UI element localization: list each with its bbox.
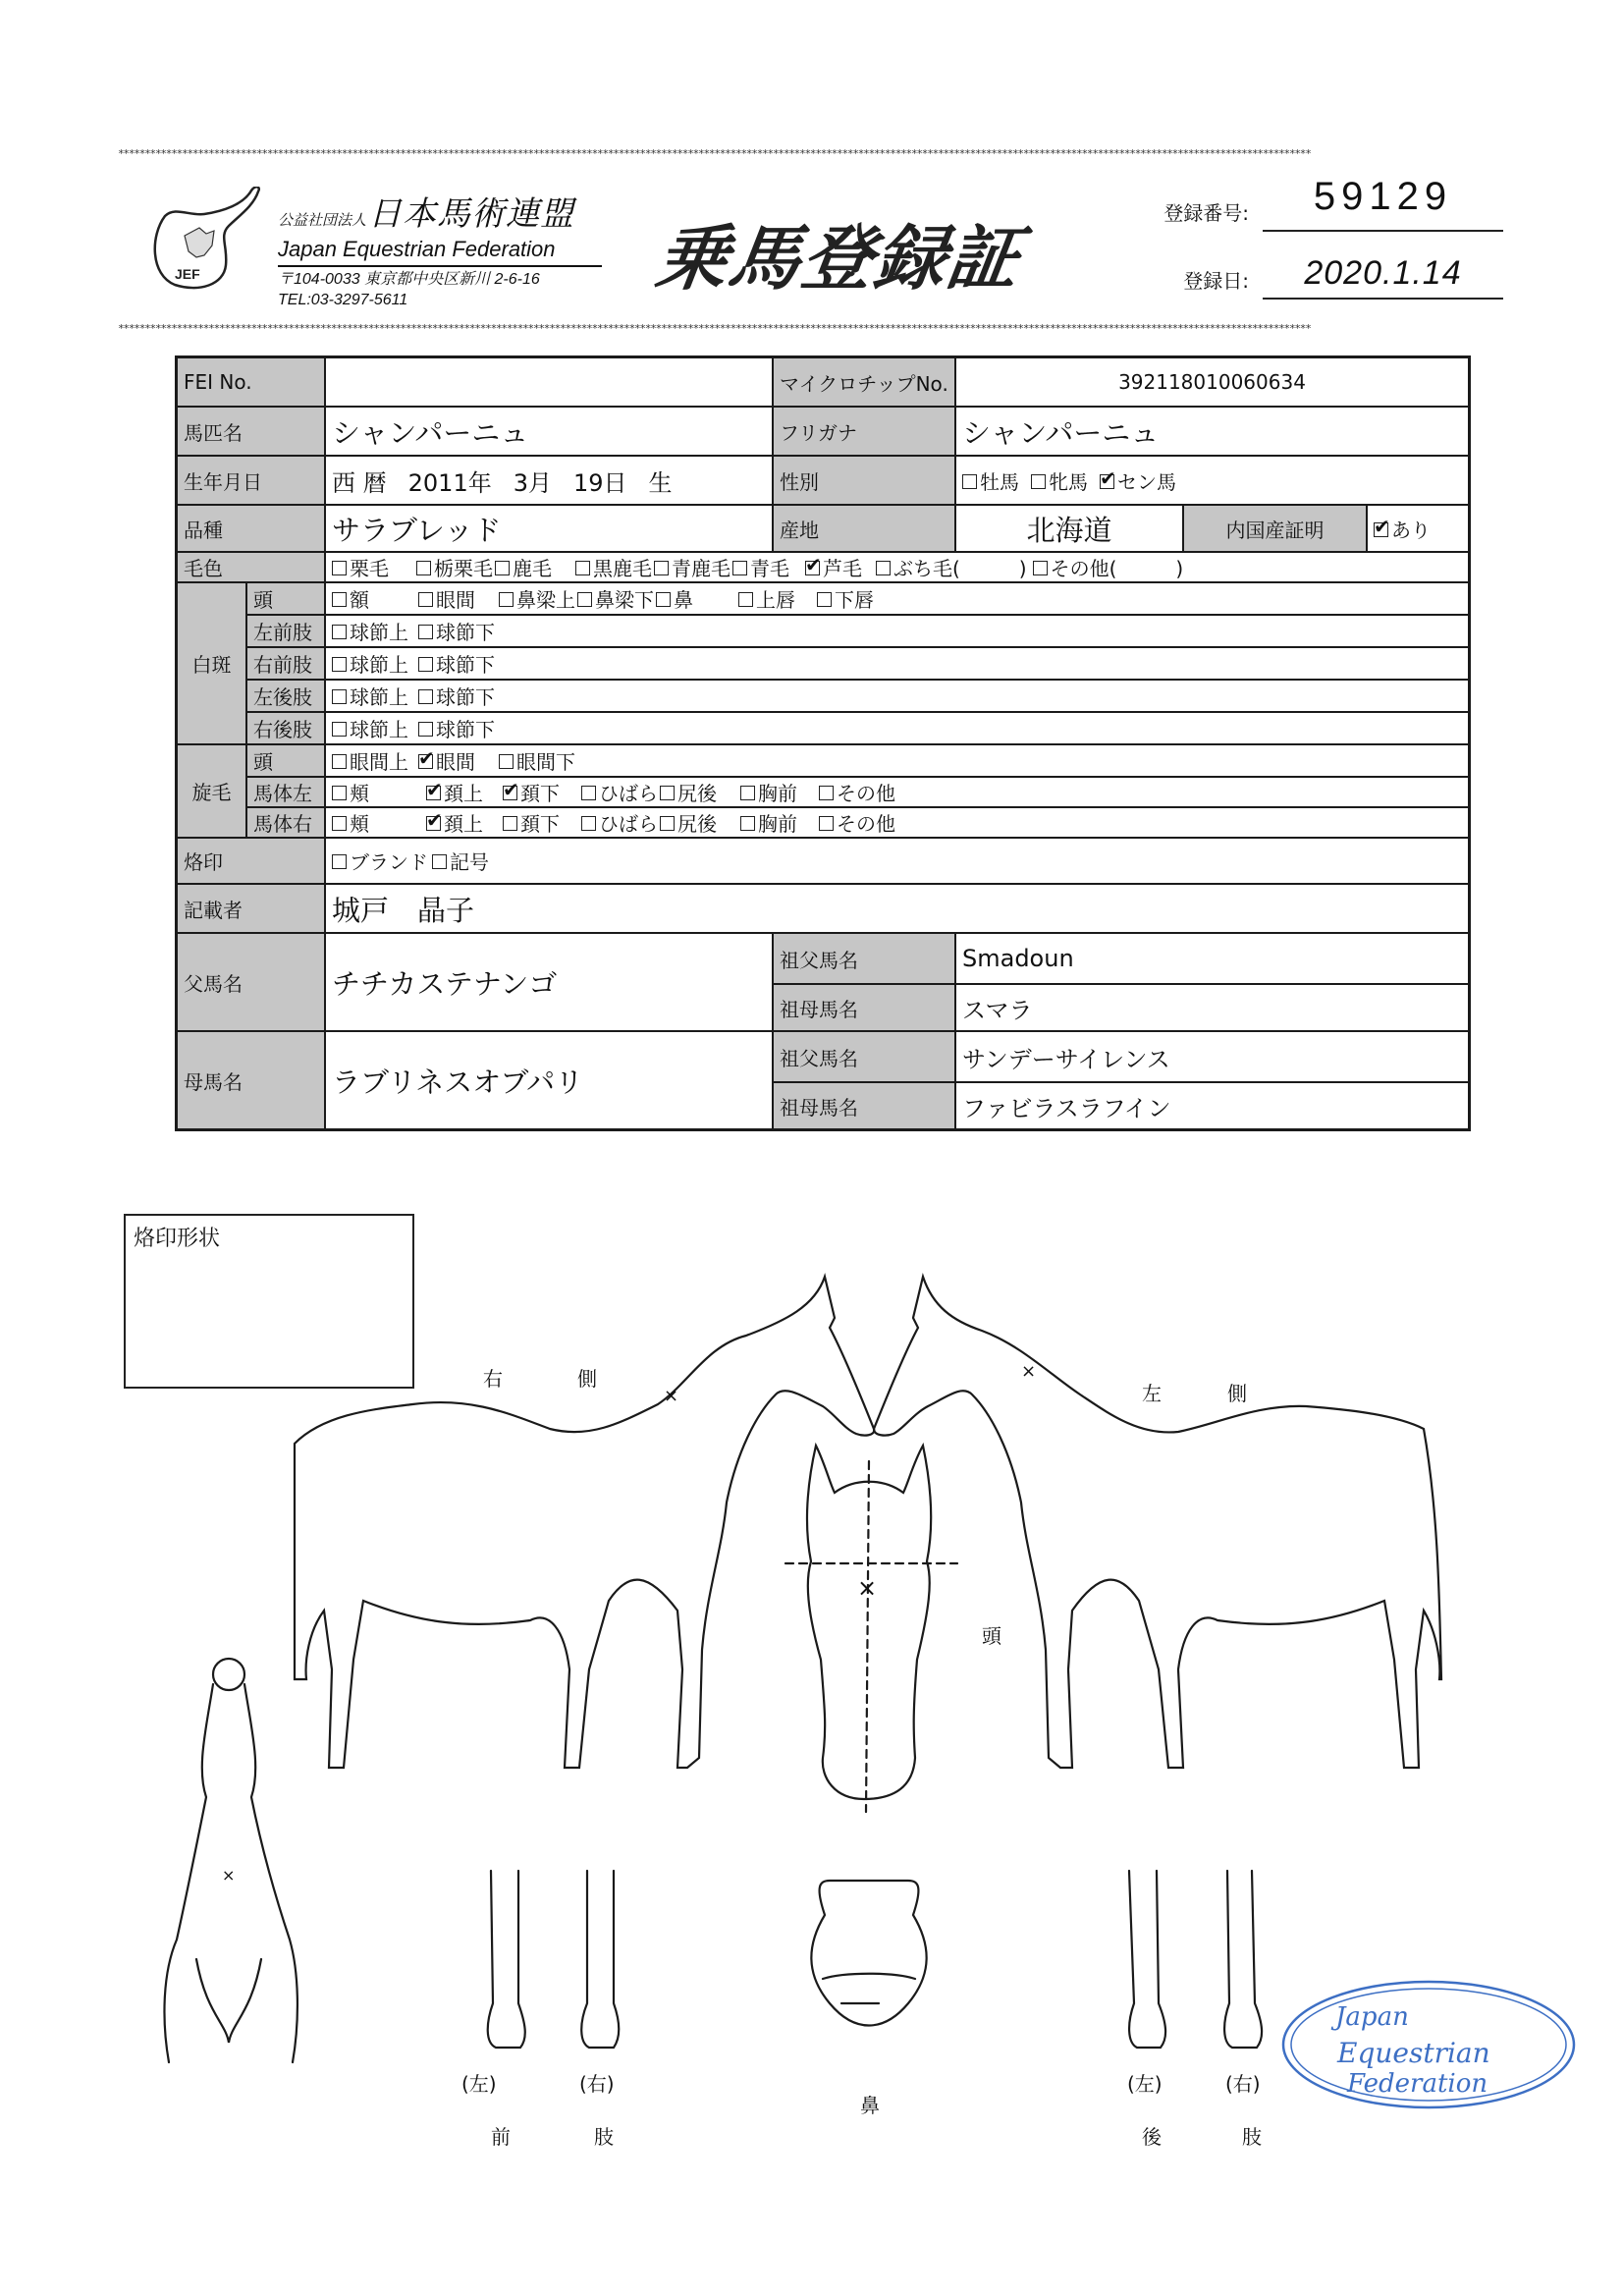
whorl-option[interactable]: 胸前 <box>740 808 797 837</box>
marking-option[interactable]: 球節上 <box>332 617 408 645</box>
brand-option[interactable]: ブランド <box>332 847 428 875</box>
marking-option[interactable]: 球節上 <box>332 649 408 678</box>
whorl-row-body-right: 馬体右 頬 ✔ 頚上 頚下 ひばら 尻後 胸前 その他 <box>245 806 1468 837</box>
svg-text:Federation: Federation <box>1347 2069 1488 2099</box>
coat-option[interactable]: 鹿毛 <box>495 553 552 581</box>
forelimbs-icon <box>488 1871 620 2048</box>
dam-value: ラブリネスオブパリ <box>324 1032 772 1128</box>
marking-option[interactable]: 球節下 <box>418 649 495 678</box>
birth-year: 2011年 <box>407 468 492 497</box>
whorl-option[interactable]: 頚下 <box>503 808 560 837</box>
brand-shape-label: 烙印形状 <box>134 1227 221 1251</box>
microchip-value: 392118010060634 <box>954 358 1468 406</box>
white-marking-row-left-hind: 左後肢 球節上 球節下 <box>245 679 1468 711</box>
birth-day: 19日 <box>573 468 627 497</box>
nose-label: 鼻 <box>860 2094 880 2117</box>
whorl-option[interactable]: その他 <box>819 778 895 806</box>
horse-nose-icon <box>811 1881 926 2026</box>
furigana-label: フリガナ <box>772 408 954 455</box>
svg-text:×: × <box>664 1386 679 1406</box>
forelimb-caption-2: 肢 <box>594 2125 614 2149</box>
whorl-option[interactable]: ひばら <box>581 778 658 806</box>
right-side-label-2: 側 <box>577 1367 597 1391</box>
hindlimb-caption-1: 後 <box>1142 2125 1162 2149</box>
forelimb-right-label: (右) <box>579 2072 615 2096</box>
breed-label: 品種 <box>178 506 324 551</box>
head-label: 頭 <box>982 1624 1001 1648</box>
svg-text:Equestrian: Equestrian <box>1337 2037 1490 2069</box>
sex-option-gelding[interactable]: ✔ セン馬 <box>1100 466 1176 495</box>
registration-date-value: 2020.1.14 <box>1263 250 1503 300</box>
marking-option[interactable]: 鼻梁下 <box>577 584 654 613</box>
sire-grandsire-label: 祖父馬名 <box>772 934 954 983</box>
whorl-option-checked[interactable]: ✔ 眼間 <box>418 746 475 775</box>
whorl-option-checked[interactable]: ✔ 頚上 <box>426 778 483 806</box>
white-marking-row-right-hind: 右後肢 球節上 球節下 <box>245 711 1468 743</box>
whorl-option[interactable]: ひばら <box>581 808 658 837</box>
registration-date-label: 登録日: <box>1183 269 1249 293</box>
sire-label: 父馬名 <box>178 934 324 1030</box>
separator-bottom: ******************************************************************************************************************************************************************************************************************************** <box>118 324 1311 334</box>
hindlimb-right-label: (右) <box>1225 2072 1261 2096</box>
marking-option[interactable]: 鼻 <box>656 584 693 613</box>
separator-top: ******************************************************************************************************************************************************************************************************************************** <box>118 149 1311 159</box>
svg-text:Japan: Japan <box>1335 2002 1409 2032</box>
dam-granddam-label: 祖母馬名 <box>772 1083 954 1128</box>
furigana-value: シャンパーニュ <box>954 408 1468 455</box>
microchip-label: マイクロチップNo. <box>772 358 954 406</box>
coat-option-gray[interactable]: ✔ 芦毛 <box>805 553 862 581</box>
org-name-en: Japan Equestrian Federation <box>278 237 556 261</box>
recorder-label: 記載者 <box>178 885 324 932</box>
org-type: 公益社団法人 <box>278 211 367 229</box>
whorl-option[interactable]: 頬 <box>332 778 369 806</box>
recorder-value: 城戸 晶子 <box>324 885 1468 932</box>
dam-grandsire-label: 祖父馬名 <box>772 1032 954 1081</box>
dam-grandsire-value: サンデーサイレンス <box>954 1032 1468 1081</box>
marking-option[interactable]: 球節上 <box>332 714 408 742</box>
marking-option[interactable]: 球節下 <box>418 617 495 645</box>
birth-suffix: 生 <box>648 468 673 497</box>
domestic-cert-option[interactable]: ✔ あり <box>1366 506 1468 551</box>
forelimb-left-label: (左) <box>461 2072 497 2096</box>
marking-option[interactable]: 球節下 <box>418 714 495 742</box>
whorl-option[interactable]: その他 <box>819 808 895 837</box>
coat-option[interactable]: その他( ) <box>1033 553 1184 581</box>
coat-option[interactable]: 栃栗毛 <box>416 553 493 581</box>
birth-label: 生年月日 <box>178 457 324 504</box>
origin-label: 産地 <box>772 506 954 551</box>
horse-head-front-icon <box>785 1446 957 1812</box>
dam-label: 母馬名 <box>178 1032 324 1128</box>
hindlimb-left-label: (左) <box>1127 2072 1163 2096</box>
white-marking-row-head: 頭 額 眼間 鼻梁上 鼻梁下 鼻 上唇 下唇 <box>245 583 1468 614</box>
marking-option[interactable]: 球節上 <box>332 682 408 710</box>
whorl-option-checked[interactable]: ✔ 頚上 <box>426 808 483 837</box>
jef-stamp-icon <box>1276 1976 1581 2113</box>
coat-option[interactable]: 青毛 <box>732 553 789 581</box>
dam-granddam-value: ファビラスラフイン <box>954 1083 1468 1128</box>
whorl-option[interactable]: 尻後 <box>660 778 717 806</box>
brand-label: 烙印 <box>178 839 324 883</box>
origin-value: 北海道 <box>954 506 1182 551</box>
white-marking-row-right-fore: 右前肢 球節上 球節下 <box>245 646 1468 679</box>
whorls-label: 旋毛 <box>178 745 245 837</box>
org-address: 〒104-0033 東京都中央区新川 2-6-16 <box>278 271 540 288</box>
whorl-option[interactable]: 胸前 <box>740 778 797 806</box>
marking-option[interactable]: 球節下 <box>418 682 495 710</box>
horse-left-side-icon <box>874 1277 1441 1768</box>
marking-option[interactable]: 鼻梁上 <box>499 584 575 613</box>
svg-text:JEF: JEF <box>175 266 200 282</box>
birth-era: 西 暦 <box>332 468 387 497</box>
registration-number-value: 59129 <box>1263 167 1503 232</box>
svg-text:×: × <box>1021 1361 1037 1382</box>
coat-option[interactable]: 黒鹿毛 <box>575 553 652 581</box>
coat-label: 毛色 <box>178 553 324 581</box>
marking-option[interactable]: 下唇 <box>817 584 874 613</box>
sire-granddam-label: 祖母馬名 <box>772 985 954 1030</box>
whorl-option-checked[interactable]: ✔ 頚下 <box>503 778 560 806</box>
org-name-jp: 日本馬術連盟 <box>368 194 575 234</box>
brand-option[interactable]: 記号 <box>432 847 489 875</box>
marking-option[interactable]: 眼間 <box>418 584 475 613</box>
svg-text:×: × <box>222 1866 236 1885</box>
horse-name-value: シャンパーニュ <box>324 408 772 455</box>
forelimb-caption-1: 前 <box>491 2125 511 2149</box>
whorl-option[interactable]: 頬 <box>332 808 369 837</box>
whorl-option[interactable]: 眼間下 <box>499 746 575 775</box>
whorl-row-head: 頭 眼間上 ✔ 眼間 眼間下 <box>245 745 1468 776</box>
whorl-option[interactable]: 尻後 <box>660 808 717 837</box>
hindlimb-caption-2: 肢 <box>1242 2125 1262 2149</box>
domestic-cert-label: 内国産証明 <box>1182 506 1366 551</box>
horse-name-label: 馬匹名 <box>178 408 324 455</box>
left-side-label-2: 側 <box>1227 1382 1247 1405</box>
white-marking-row-left-fore: 左前肢 球節上 球節下 <box>245 614 1468 646</box>
birth-month: 3月 <box>513 468 552 497</box>
whorl-option[interactable]: 眼間上 <box>332 746 408 775</box>
coat-option[interactable]: 青鹿毛 <box>654 553 730 581</box>
coat-option[interactable]: 栗毛 <box>332 553 389 581</box>
horse-top-view-icon <box>164 1659 297 2062</box>
marking-option[interactable]: 上唇 <box>738 584 795 613</box>
sire-grandsire-value: Smadoun <box>954 934 1468 983</box>
hindlimbs-icon <box>1129 1871 1262 2048</box>
marking-option[interactable]: 額 <box>332 584 369 613</box>
whorl-row-body-left: 馬体左 頬 ✔ 頚上 ✔ 頚下 ひばら 尻後 胸前 その他 <box>245 776 1468 806</box>
horse-right-side-icon <box>295 1277 874 1768</box>
breed-value: サラブレッド <box>324 506 772 551</box>
left-side-label-1: 左 <box>1142 1382 1162 1405</box>
sire-value: チチカステナンゴ <box>324 934 772 1030</box>
fei-label: FEI No. <box>178 358 324 406</box>
document-title: 乗馬登録証 <box>651 217 1027 300</box>
sire-granddam-value: スマラ <box>954 985 1468 1030</box>
svg-text:×: × <box>857 1574 878 1602</box>
sex-option-stallion[interactable]: 牡馬 <box>962 466 1019 495</box>
right-side-label-1: 右 <box>483 1367 503 1391</box>
white-markings-label: 白斑 <box>178 583 245 743</box>
sex-option-mare[interactable]: 牝馬 <box>1031 466 1088 495</box>
org-tel: TEL:03-3297-5611 <box>278 292 408 308</box>
coat-option[interactable]: ぶち毛( ) <box>876 553 1027 581</box>
sex-label: 性別 <box>772 457 954 504</box>
registration-number-label: 登録番号: <box>1163 201 1249 225</box>
